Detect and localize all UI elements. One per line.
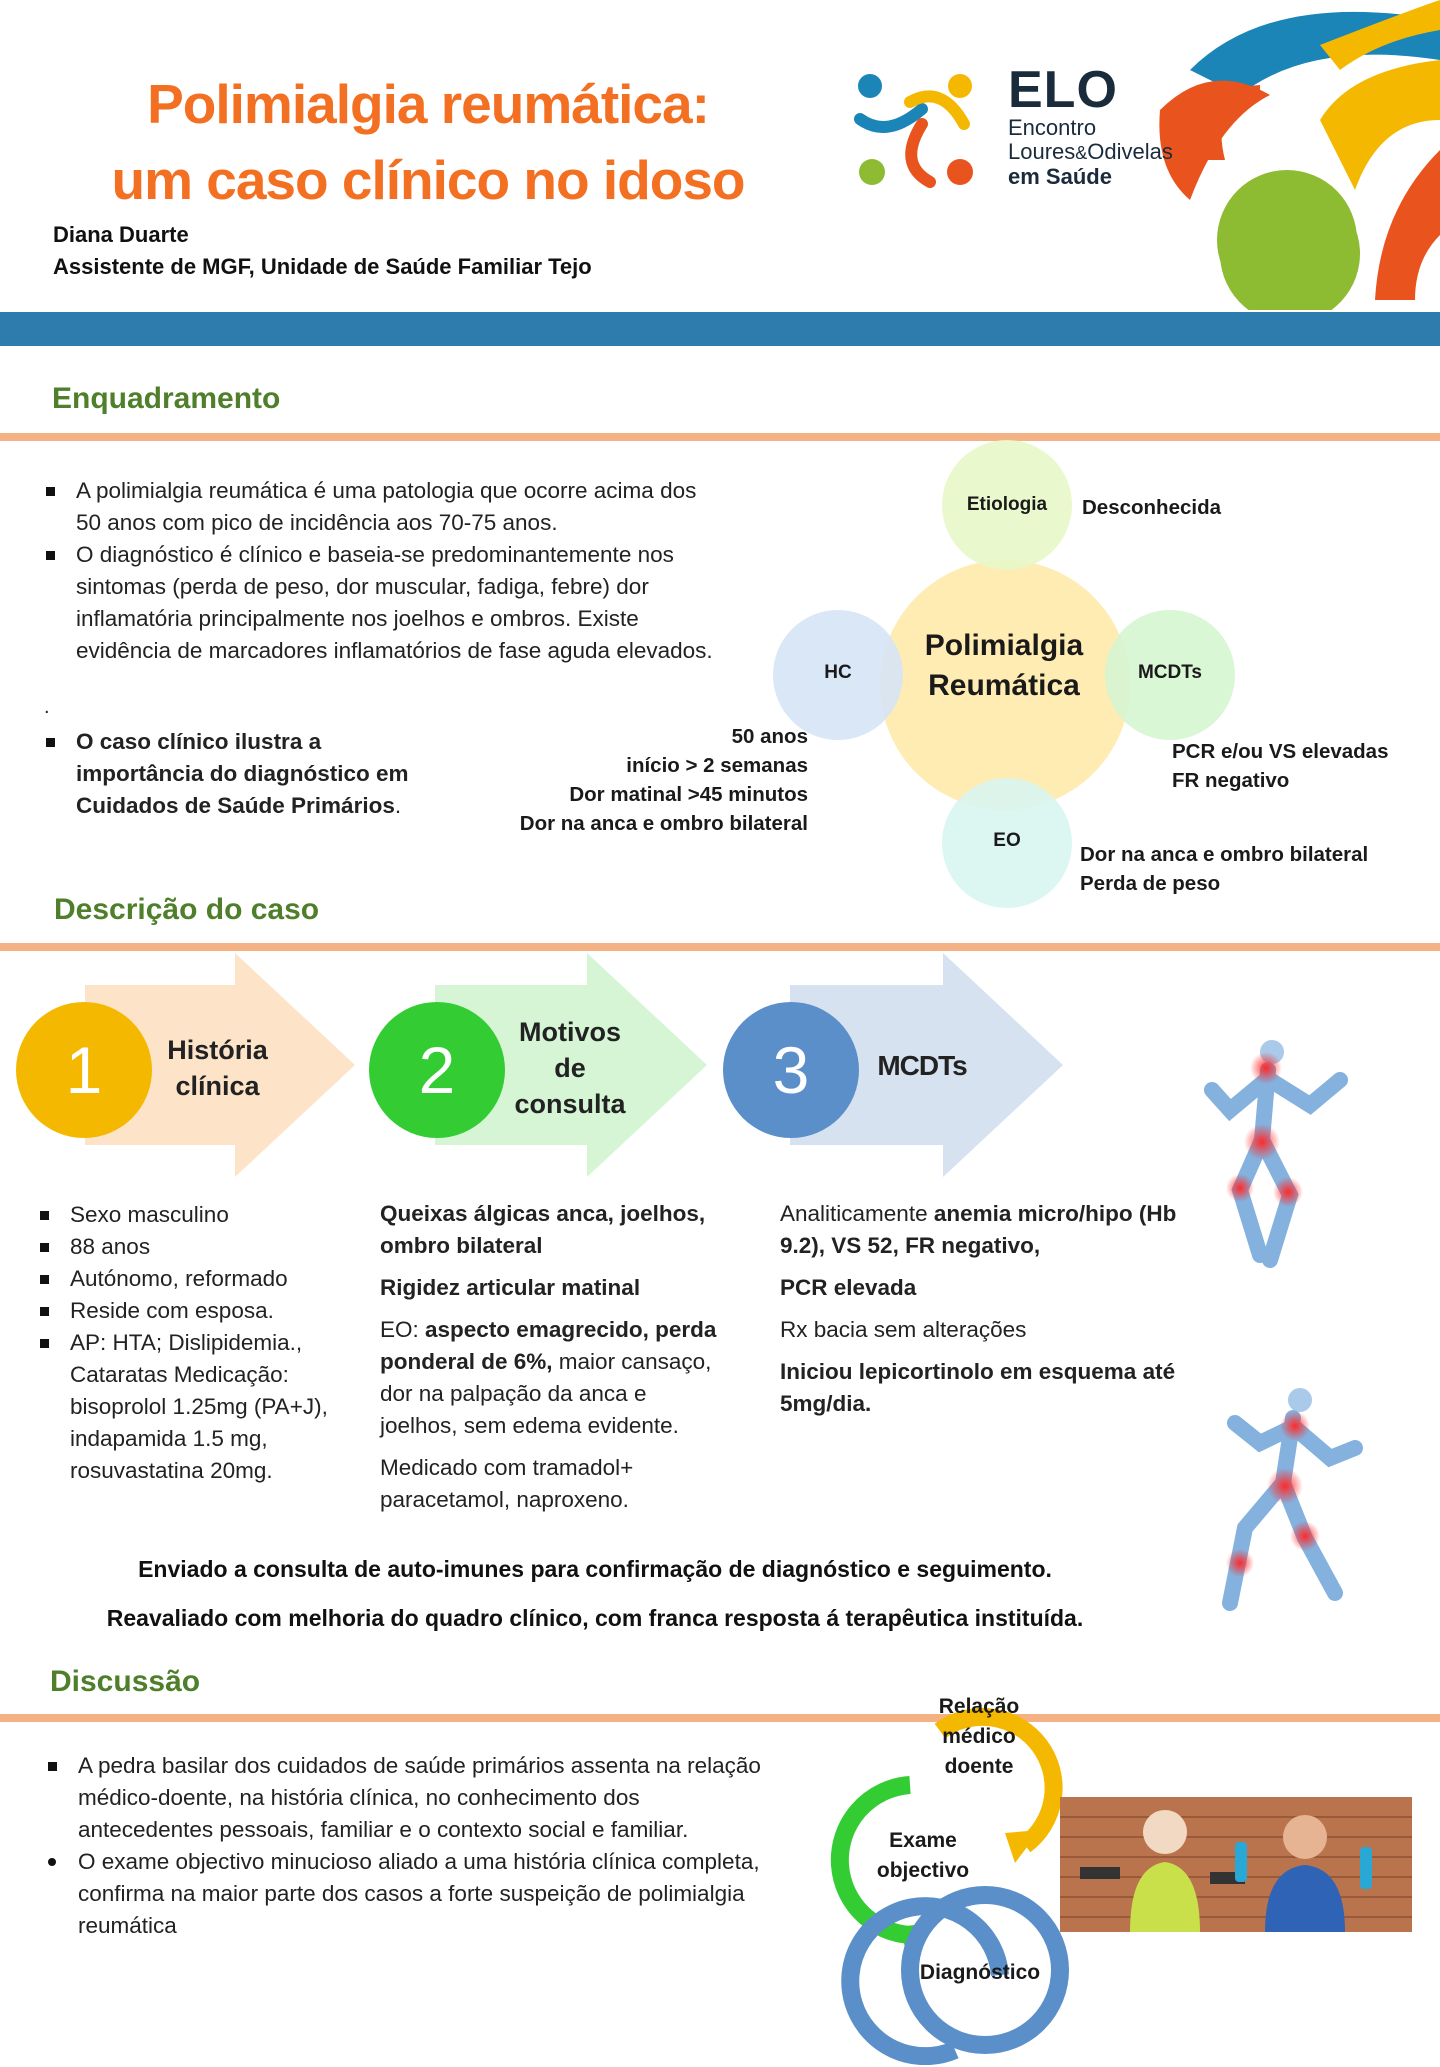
xray-text: Rx bacia sem alterações xyxy=(780,1317,1027,1342)
section-heading-enquadramento: Enquadramento xyxy=(52,382,281,415)
list-item: O exame objectivo minucioso aliado a uma história clínica completa, confirma na maior parte dos casos a forte suspeição de polimialgia reumática xyxy=(48,1846,768,1942)
decorative-swirls xyxy=(1150,0,1440,310)
diagram-right-notes: PCR e/ou VS elevadas FR negativo xyxy=(1172,740,1389,792)
diagram-top-note: Desconhecida xyxy=(1082,496,1221,519)
lab-results-text: Analiticamente anemia micro/hipo (Hb 9.2), VS 52, FR negativo, xyxy=(780,1201,1177,1258)
logo-line2: Loures&Odivelas xyxy=(1008,139,1173,164)
complaints-text: Queixas álgicas anca, joelhos, ombro bilateral xyxy=(380,1201,706,1258)
list-item: O diagnóstico é clínico e baseia-se predominantemente nos sintomas (perda de peso, dor muscular, fadiga, febre) dor inflamatória principalmente nos joelhos e ombros. Existe evidência de marcadores inflamatórios de fase aguda elevados. xyxy=(46,539,726,667)
diagram-top-label: Etiologia xyxy=(966,494,1048,515)
step-3-circle: 3 xyxy=(723,1002,859,1138)
section-heading-discussao: Discussão xyxy=(50,1665,201,1698)
cycle-label-relation: Relação médico doente xyxy=(938,1695,1020,1778)
diagram-left-label: HC xyxy=(824,662,852,683)
discussion-list xyxy=(48,1750,768,1942)
cycle-label-exam: Exame objectivo xyxy=(876,1829,970,1882)
stiffness-text: Rigidez articular matinal xyxy=(380,1275,641,1300)
section-rule xyxy=(0,1714,1440,1722)
consultation-reasons xyxy=(380,1198,730,1526)
step-1-label: História clínica xyxy=(167,1035,268,1101)
step-3-label: MCDTs xyxy=(877,1050,967,1081)
stray-dot: . xyxy=(44,696,50,718)
exam-text: EO: aspecto emagrecido, perda ponderal de 6%, maior cansaço, dor na palpação da anca e joelhos, sem edema evidente. xyxy=(380,1317,717,1438)
list-item: O caso clínico ilustra a importância do diagnóstico em Cuidados de Saúde Primários. xyxy=(46,726,416,822)
step-1-circle: 1 xyxy=(16,1002,152,1138)
logo-line1: Encontro xyxy=(1008,115,1097,140)
list-item: Sexo masculino xyxy=(40,1199,370,1231)
step-2-circle: 2 xyxy=(369,1002,505,1138)
conclusion-referral: Enviado a consulta de auto-imunes para confirmação de diagnóstico e seguimento. xyxy=(138,1556,1052,1582)
enquadramento-list xyxy=(46,475,726,667)
diagram-center-label: Polimialgia Reumática xyxy=(924,629,1084,702)
elo-logo-mark xyxy=(852,64,982,194)
author-affiliation: Assistente de MGF, Unidade de Saúde Familiar Tejo xyxy=(53,254,592,279)
diagram-left-notes: 50 anos início > 2 semanas Dor matinal >45 minutos Dor na anca e ombro bilateral xyxy=(519,725,808,835)
enquadramento-highlight xyxy=(46,726,416,822)
step-2-label: Motivos de consulta xyxy=(514,1017,626,1119)
diagram-bottom-notes: Dor na anca e ombro bilateral Perda de peso xyxy=(1080,843,1369,895)
page-title xyxy=(48,66,808,218)
list-item: A polimialgia reumática é uma patologia que ocorre acima dos 50 anos com pico de incidência aos 70-75 anos. xyxy=(46,475,726,539)
title-line-1: Polimialgia reumática: xyxy=(147,73,709,135)
list-item: Reside com esposa. xyxy=(40,1295,370,1327)
skeleton-running-image xyxy=(1200,1030,1370,1275)
exams-results xyxy=(780,1198,1180,1430)
cycle-label-diagnosis: Diagnóstico xyxy=(919,1961,1041,1984)
seniors-exercising-photo xyxy=(1060,1797,1412,1932)
header-band xyxy=(0,312,1440,346)
list-item: 88 anos xyxy=(40,1231,370,1263)
diagram-right-label: MCDTs xyxy=(1137,662,1203,683)
title-line-2: um caso clínico no idoso xyxy=(111,149,745,211)
diagram-bottom-label: EO xyxy=(993,830,1021,851)
skeleton-sprinting-image xyxy=(1205,1378,1375,1618)
list-item: A pedra basilar dos cuidados de saúde primários assenta na relação médico-doente, na história clínica, no conhecimento dos antecedentes pessoais, familiar e o contexto social e familiar. xyxy=(48,1750,768,1846)
list-item: Autónomo, reformado xyxy=(40,1263,370,1295)
section-heading-descricao: Descrição do caso xyxy=(54,893,320,926)
logo-line3: em Saúde xyxy=(1008,164,1112,189)
logo-name: ELO xyxy=(1008,61,1118,119)
case-history-list xyxy=(40,1199,370,1487)
author-name: Diana Duarte xyxy=(53,222,189,247)
conclusion-followup: Reavaliado com melhoria do quadro clínico, com franca resposta á terapêutica instituída. xyxy=(106,1605,1084,1631)
medication-text: Medicado com tramadol+ paracetamol, naproxeno. xyxy=(380,1455,634,1512)
list-item: AP: HTA; Dislipidemia., Cataratas Medicação: bisoprolol 1.25mg (PA+J), indapamida 1.5 mg, rosuvastatina 20mg. xyxy=(40,1327,370,1487)
pcr-text: PCR elevada xyxy=(780,1275,917,1300)
elo-logo-text xyxy=(1008,61,1173,189)
treatment-text: Iniciou lepicortinolo em esquema até 5mg/dia. xyxy=(780,1359,1176,1416)
